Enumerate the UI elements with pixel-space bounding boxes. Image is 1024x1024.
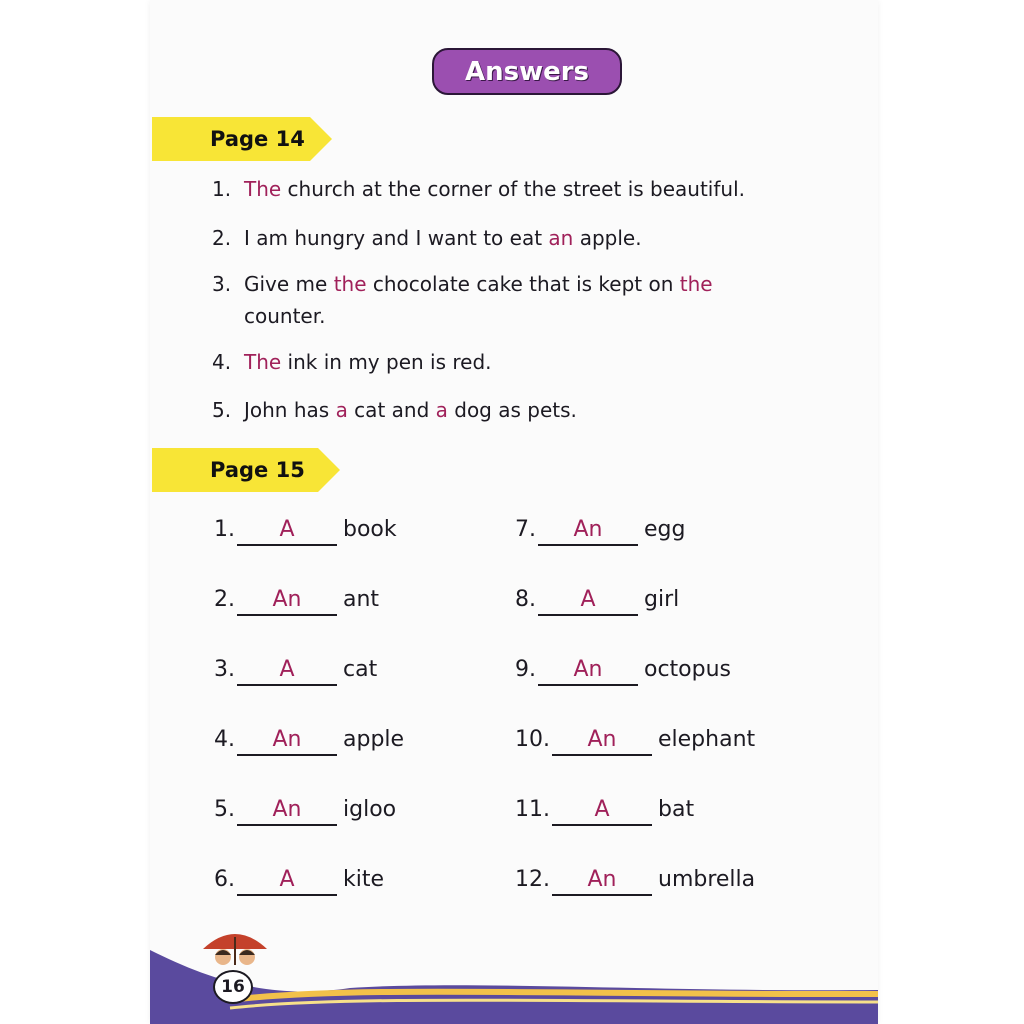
item-word: girl (644, 587, 680, 612)
page-14-tag (152, 117, 310, 161)
article-answer-blank: A (538, 588, 638, 616)
article-answer-blank: A (237, 658, 337, 686)
page-number-badge (213, 970, 253, 1004)
article-answer-blank: An (538, 658, 638, 686)
article-answer: a (335, 398, 348, 422)
item-number: 11. (515, 797, 550, 822)
item-word: igloo (343, 797, 397, 822)
article-answer-blank: A (237, 868, 337, 896)
sentence-continuation: counter. (244, 304, 326, 328)
item-number: 12. (515, 867, 550, 892)
article-answer-blank: An (237, 728, 337, 756)
answer-sentence (212, 173, 812, 205)
item-number: 5. (214, 797, 235, 822)
fill-blank-item (214, 654, 377, 686)
page-number: 16 (221, 977, 245, 997)
page-15-tag (152, 448, 318, 492)
item-word: umbrella (658, 867, 756, 892)
item-number: 7. (515, 517, 536, 542)
item-number: 10. (515, 727, 550, 752)
fill-blank-item (214, 724, 404, 756)
fill-blank-item (214, 794, 396, 826)
sentence-text: church at the corner of the street is beautiful. (281, 177, 745, 201)
article-answer: The (244, 350, 282, 374)
item-number: 3. (214, 657, 235, 682)
kids-umbrella-icon (195, 925, 275, 975)
sentence-text: cat and (347, 398, 436, 422)
item-number: 2. (214, 587, 235, 612)
item-number: 1. (214, 517, 235, 542)
article-answer-blank: An (552, 728, 652, 756)
fill-blank-item (515, 864, 755, 896)
answer-sentence (212, 268, 812, 332)
article-answer-blank: A (552, 798, 652, 826)
item-word: kite (343, 867, 385, 892)
fill-blank-item (214, 514, 397, 546)
article-answer: the (679, 272, 713, 296)
article-answer-blank: An (237, 588, 337, 616)
fill-blank-item (515, 514, 685, 546)
sentence-number: 5. (212, 398, 232, 422)
item-word: egg (644, 517, 686, 542)
article-answer-blank: An (552, 868, 652, 896)
fill-blank-item (214, 864, 384, 896)
fill-blank-item (515, 724, 755, 756)
sentence-number: 2. (212, 226, 232, 250)
fill-blank-item (214, 584, 379, 616)
page-14-label: Page 14 (210, 127, 305, 151)
article-answer: an (548, 226, 574, 250)
article-answer: the (333, 272, 367, 296)
item-word: apple (343, 727, 405, 752)
item-number: 9. (515, 657, 536, 682)
item-word: elephant (658, 727, 756, 752)
article-answer-blank: An (538, 518, 638, 546)
item-word: bat (658, 797, 695, 822)
sentence-number: 4. (212, 350, 232, 374)
answers-title-banner (432, 48, 622, 95)
item-word: octopus (644, 657, 732, 682)
sentence-number: 3. (212, 272, 232, 296)
item-number: 6. (214, 867, 235, 892)
sentence-text: I am hungry and I want to eat (244, 226, 549, 250)
item-word: ant (343, 587, 380, 612)
article-answer-blank: A (237, 518, 337, 546)
article-answer: a (435, 398, 448, 422)
answer-sentence (212, 222, 812, 254)
article-answer: The (244, 177, 282, 201)
sentence-text: dog as pets. (447, 398, 577, 422)
answers-title: Answers (464, 56, 590, 87)
item-word: book (343, 517, 397, 542)
item-number: 4. (214, 727, 235, 752)
sentence-text: ink in my pen is red. (281, 350, 492, 374)
fill-blank-item (515, 794, 694, 826)
answer-sentence (212, 394, 812, 426)
article-answer-blank: An (237, 798, 337, 826)
sentence-number: 1. (212, 177, 232, 201)
item-number: 8. (515, 587, 536, 612)
page-15-label: Page 15 (210, 458, 305, 482)
fill-blank-item (515, 654, 731, 686)
answer-sentence (212, 346, 812, 378)
item-word: cat (343, 657, 378, 682)
sentence-text: Give me (244, 272, 334, 296)
sentence-text: apple. (573, 226, 642, 250)
sentence-text: chocolate cake that is kept on (366, 272, 680, 296)
sentence-text: John has (244, 398, 336, 422)
fill-blank-item (515, 584, 679, 616)
